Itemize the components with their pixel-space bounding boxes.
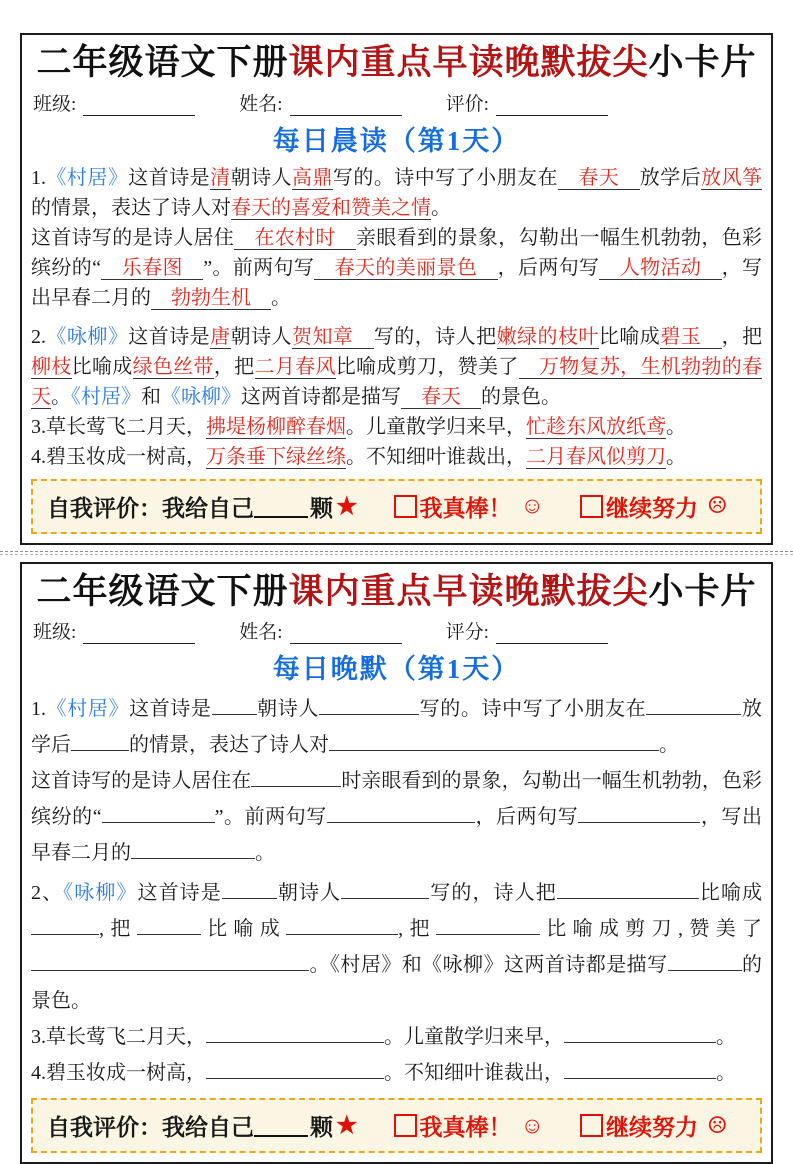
text-paragraph — [31, 763, 762, 871]
fill-in-blank[interactable] — [341, 879, 429, 899]
body-text: 。 — [51, 386, 71, 408]
card-body — [31, 163, 762, 472]
answer-text: 春天 — [558, 167, 640, 190]
body-text: 1. — [31, 167, 46, 189]
card-body — [31, 691, 762, 1091]
eval-prefix: 自我评价：我给自己 — [47, 490, 254, 523]
answer-text: 春天的美丽景色 — [314, 257, 497, 280]
rating-label: 评价: — [446, 89, 489, 116]
answer-text: 忙趁东风放纸鸢 — [526, 416, 666, 439]
body-text: 2. — [31, 326, 46, 348]
rating-blank[interactable] — [496, 94, 608, 116]
body-text: ，把 — [722, 326, 762, 348]
answer-text: 清 — [210, 167, 230, 190]
body-text: ，写出早春二月的 — [31, 806, 762, 864]
body-text: 写的，诗人把 — [374, 326, 497, 348]
class-field — [33, 617, 195, 644]
answer-text: 贺知章 — [292, 326, 374, 349]
body-text: ,把 — [99, 918, 137, 940]
body-text: 朝诗人 — [257, 698, 319, 720]
body-text: 。 — [716, 1062, 736, 1084]
info-row — [33, 617, 762, 644]
body-text: 这首诗是 — [138, 882, 222, 904]
eval-option-keep-trying — [580, 1109, 728, 1142]
frown-face-icon: ☹ — [707, 493, 728, 519]
body-text: 的景色。 — [31, 954, 762, 1012]
body-text: 写的。诗中写了小朋友在 — [419, 698, 646, 720]
poem-title: 《咏柳》 — [46, 326, 128, 348]
stars-count-blank[interactable] — [254, 495, 308, 518]
body-text: 。 — [255, 842, 275, 864]
body-text: 放学后 — [640, 167, 701, 189]
title-black-right: 小卡片 — [649, 43, 757, 82]
poem-title: 《咏柳》 — [161, 386, 241, 408]
checkbox-keep-trying[interactable] — [580, 495, 603, 518]
poem-title: 《村居》 — [46, 698, 129, 720]
fill-in-blank[interactable] — [578, 803, 700, 823]
fill-in-blank[interactable] — [668, 951, 742, 971]
body-text: 4.碧玉妆成一树高， — [31, 446, 206, 468]
smiley-face-icon: ☺ — [521, 1113, 544, 1139]
eval-option-great-label: 我真棒！ — [420, 490, 512, 523]
answer-text: 人物活动 — [599, 257, 721, 280]
title-black-left: 二年级语文下册 — [36, 43, 288, 82]
fill-in-blank[interactable] — [646, 695, 741, 715]
name-label: 姓名: — [239, 89, 282, 116]
body-text: 比喻成 — [599, 326, 660, 348]
name-field — [239, 617, 401, 644]
answer-text: 乐春图 — [101, 257, 203, 280]
body-text: 时亲眼看到的景象，勾勒出一幅生机勃勃，色彩缤纷的“ — [31, 770, 762, 828]
answer-text: 勃勃生机 — [151, 287, 271, 310]
eval-option-keep-trying-label: 继续努力 — [606, 490, 698, 523]
body-text: 这首诗是 — [128, 326, 210, 348]
fill-in-blank[interactable] — [206, 1023, 384, 1043]
title-black-left: 二年级语文下册 — [36, 572, 288, 611]
answer-text: 柳枝 — [31, 356, 72, 379]
cut-separator — [0, 551, 793, 555]
body-text: 比喻成剪刀，赞美了 — [336, 356, 519, 378]
text-paragraph — [31, 322, 762, 412]
smiley-face-icon: ☺ — [521, 493, 544, 519]
body-text: 这首诗是 — [128, 167, 210, 189]
body-text: 比喻成 — [201, 918, 286, 940]
body-text: ”。前两句写 — [203, 257, 314, 279]
body-text: 朝诗人 — [277, 882, 341, 904]
answer-text: 唐 — [210, 326, 230, 349]
fill-in-blank[interactable] — [327, 803, 475, 823]
answer-text: 碧玉 — [660, 326, 721, 349]
name-field — [239, 89, 401, 116]
card-morning-reading — [20, 33, 773, 545]
class-blank[interactable] — [83, 94, 195, 116]
self-eval-box — [31, 479, 762, 534]
text-paragraph — [31, 691, 762, 763]
name-blank[interactable] — [290, 94, 402, 116]
eval-prefix: 自我评价：我给自己 — [47, 1109, 254, 1142]
body-text: ，后两句写 — [475, 806, 578, 828]
body-text: 的景色。 — [481, 386, 561, 408]
body-text: 这首诗写的是诗人居住在 — [31, 770, 251, 792]
body-text: 亲眼看到的景象，勾勒出一幅生机勃勃，色彩缤纷的“ — [31, 227, 762, 279]
body-text: ，写出早春二月的 — [31, 257, 762, 309]
eval-unit: 颗 — [310, 490, 333, 523]
body-text: 的情景，表达了诗人对 — [129, 734, 329, 756]
fill-in-blank[interactable] — [564, 1059, 716, 1079]
card-title — [31, 40, 762, 86]
class-field — [33, 89, 195, 116]
answer-text: 在农村时 — [234, 227, 356, 250]
body-text: 。儿童散学归来早， — [346, 416, 526, 438]
text-paragraph — [31, 442, 762, 472]
checkbox-keep-trying[interactable] — [580, 1114, 603, 1137]
answer-text: 春天的喜爱和赞美之情 — [231, 197, 431, 220]
score-field — [446, 617, 608, 644]
body-text: 比喻成剪刀,赞美了 — [540, 918, 762, 940]
answer-text: 高鼎 — [292, 167, 333, 190]
fill-in-blank[interactable] — [564, 1023, 716, 1043]
body-text: ，把 — [214, 356, 255, 378]
body-text: 朝诗人 — [231, 326, 292, 348]
score-label: 评分: — [446, 617, 489, 644]
checkbox-great[interactable] — [394, 1114, 417, 1137]
fill-in-blank[interactable] — [251, 767, 341, 787]
eval-option-keep-trying-label: 继续努力 — [606, 1109, 698, 1142]
poem-title: 《村居》 — [46, 167, 128, 189]
daily-evening-heading: 每日晚默（第1天） — [31, 647, 762, 686]
text-paragraph — [31, 223, 762, 313]
body-text: 。 — [659, 734, 679, 756]
info-row — [33, 89, 762, 116]
body-text: ,把 — [398, 918, 436, 940]
fill-in-blank[interactable] — [557, 879, 699, 899]
answer-text: 嫩绿的枝叶 — [497, 326, 599, 349]
self-eval-box — [31, 1098, 762, 1153]
answer-text: 放风筝 — [701, 167, 762, 190]
body-text: 比喻成 — [72, 356, 133, 378]
body-text: 。《村居》和《咏柳》这两首诗都是描写 — [309, 954, 668, 976]
body-text: 。儿童散学归来早， — [384, 1026, 564, 1048]
rating-field — [446, 89, 608, 116]
answer-text: 春天 — [401, 386, 481, 409]
class-blank[interactable] — [83, 622, 195, 644]
body-text: 2、 — [31, 882, 63, 904]
text-paragraph — [31, 412, 762, 442]
text-paragraph — [31, 875, 762, 1019]
stars-count-blank[interactable] — [254, 1114, 308, 1137]
fill-in-blank[interactable] — [436, 915, 540, 935]
fill-in-blank[interactable] — [131, 839, 255, 859]
body-text: 。 — [431, 197, 451, 219]
body-text: 3.草长莺飞二月天， — [31, 1026, 206, 1048]
eval-option-great — [394, 490, 544, 523]
eval-option-great — [394, 1109, 544, 1142]
eval-option-keep-trying — [580, 490, 728, 523]
answer-text: 拂堤杨柳醉春烟 — [206, 416, 346, 439]
fill-in-blank[interactable] — [329, 731, 659, 751]
body-text: 。 — [271, 287, 291, 309]
answer-text: 万物复苏，生机勃勃的春天 — [31, 356, 762, 409]
score-blank[interactable] — [496, 622, 608, 644]
answer-text: 二月春风 — [255, 356, 336, 379]
star-icon: ★ — [336, 1111, 358, 1140]
title-black-right: 小卡片 — [649, 572, 757, 611]
body-text: 和 — [141, 386, 161, 408]
fill-in-blank[interactable] — [319, 695, 419, 715]
fill-in-blank[interactable] — [137, 915, 201, 935]
name-blank[interactable] — [290, 622, 402, 644]
fill-in-blank[interactable] — [102, 803, 215, 823]
fill-in-blank[interactable] — [222, 879, 277, 899]
answer-text: 万条垂下绿丝绦 — [206, 446, 346, 469]
body-text: 这首诗是 — [129, 698, 211, 720]
body-text: 。不知细叶谁裁出， — [384, 1062, 564, 1084]
body-text: 写的。诗中写了小朋友在 — [333, 167, 558, 189]
star-icon: ★ — [336, 492, 358, 521]
answer-text: 二月春风似剪刀 — [526, 446, 666, 469]
text-paragraph — [31, 1055, 762, 1091]
title-red-middle: 课内重点早读晚默拔尖 — [288, 43, 648, 82]
body-text: 这两首诗都是描写 — [241, 386, 401, 408]
body-text: 1. — [31, 698, 46, 720]
fill-in-blank[interactable] — [31, 951, 309, 971]
answer-text: 绿色丝带 — [133, 356, 214, 379]
body-text: ”。前两句写 — [215, 806, 327, 828]
body-text: 放学后 — [31, 698, 762, 756]
poem-title: 《咏柳》 — [63, 882, 137, 904]
class-label: 班级: — [33, 89, 76, 116]
body-text: 3.草长莺飞二月天， — [31, 416, 206, 438]
eval-option-great-label: 我真棒！ — [420, 1109, 512, 1142]
body-text: 的情景，表达了诗人对 — [31, 197, 231, 219]
body-text: 4.碧玉妆成一树高， — [31, 1062, 206, 1084]
body-text: 比喻成 — [699, 882, 762, 904]
poem-title: 《村居》 — [71, 386, 141, 408]
fill-in-blank[interactable] — [31, 915, 99, 935]
eval-unit: 颗 — [310, 1109, 333, 1142]
body-text: ，后两句写 — [498, 257, 600, 279]
text-paragraph — [31, 163, 762, 223]
body-text: 朝诗人 — [231, 167, 292, 189]
fill-in-blank[interactable] — [206, 1059, 384, 1079]
fill-in-blank[interactable] — [212, 695, 257, 715]
daily-morning-heading: 每日晨读（第1天） — [31, 119, 762, 158]
fill-in-blank[interactable] — [71, 731, 129, 751]
body-text: 。不知细叶谁裁出， — [346, 446, 526, 468]
card-evening-dictation — [20, 562, 773, 1164]
body-text: 。 — [716, 1026, 736, 1048]
body-text: 这首诗写的是诗人居住 — [31, 227, 234, 249]
body-text: 写的，诗人把 — [429, 882, 557, 904]
fill-in-blank[interactable] — [286, 915, 398, 935]
checkbox-great[interactable] — [394, 495, 417, 518]
card-title — [31, 569, 762, 615]
body-text: 。 — [666, 446, 686, 468]
name-label: 姓名: — [239, 617, 282, 644]
frown-face-icon: ☹ — [707, 1113, 728, 1139]
title-red-middle: 课内重点早读晚默拔尖 — [288, 572, 648, 611]
class-label: 班级: — [33, 617, 76, 644]
body-text: 。 — [666, 416, 686, 438]
text-paragraph — [31, 1019, 762, 1055]
